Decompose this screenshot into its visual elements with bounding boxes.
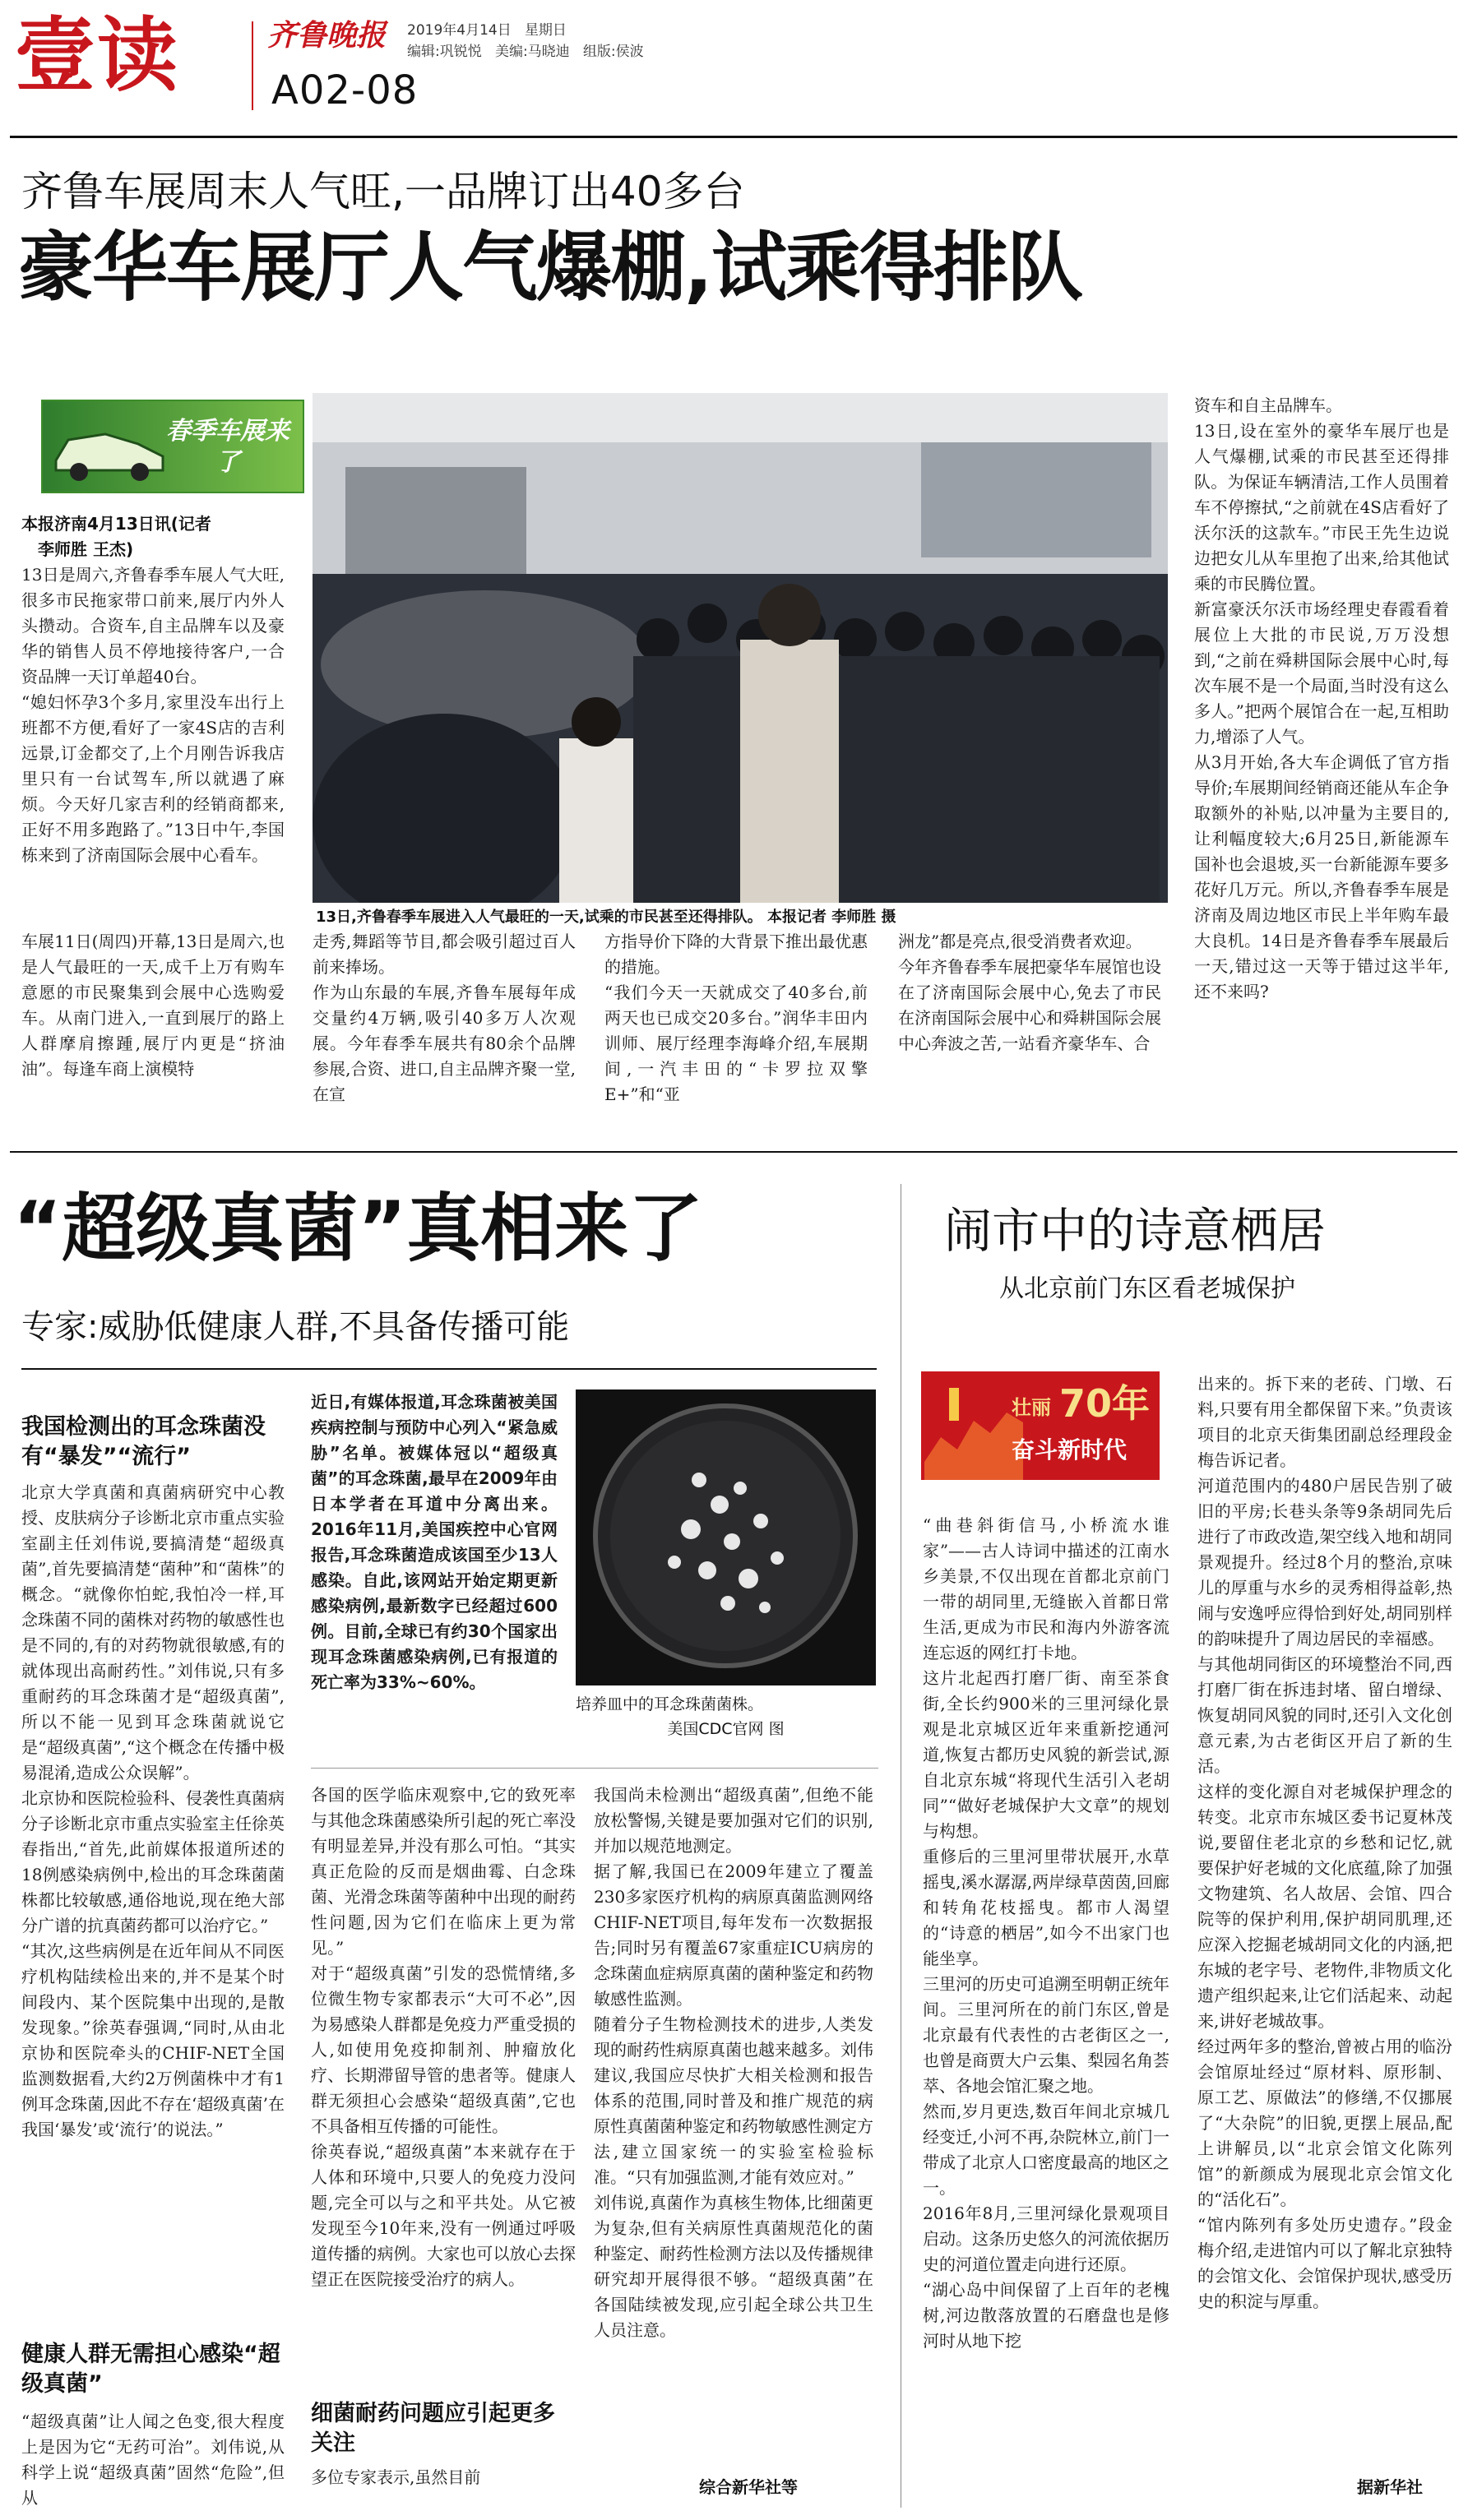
story2-intro-box: 近日,有媒体报道,耳念珠菌被美国疾病控制与预防中心列入“紧急威胁”名单。被媒体冠以“超级真菌”的耳念珠菌,最早在2009年由日本学者在耳道中分离出来。2016年11月,美国疾控中心官网报告,耳念珠菌造成该国至少13人感染。自此,该网站开始定期更新感染病例,最新数字已经超过600例。目前,全球已有约30个国家出现耳念珠菌感染病例,已有报道的死亡率为33%~60%。 [311,1392,558,1692]
story2-col2b: 多位专家表示,虽然目前 [311,2467,481,2487]
story1-dateline [21,511,285,562]
art-editor: 美编:马晓迪 [494,44,570,60]
date: 2019年4月14日 [407,22,512,39]
story1-photo-caption: 13日,齐鲁春季车展进入人气最旺的一天,试乘的市民甚至还得排队。 本报记者 李师胜 摄 [316,909,896,926]
badge-label: 春季车展来了 [166,417,289,477]
story3-credit: 据新华社 [1357,2477,1423,2497]
story1-col3: 方指导价下降的大背景下推出最优惠的措施。 “我们今天一天就成交了40多台,前两天也已成交20多台。”润华丰田内训师、展厅经理李海峰介绍,车展期间,一汽丰田的“卡罗拉双擎E+”和“亚 [604,932,868,1104]
story1-col2: 走秀,舞蹈等节目,都会吸引超过百人前来捧场。 作为山东最的车展,齐鲁车展每年成交量约4万辆,吸引40多万人次观展。今年春季车展共有80余个品牌参展,合资、进口,自主品牌齐聚一堂,在宣 [313,932,576,1104]
story1-col1: 13日是周六,齐鲁春季车展人气大旺,很多市民拖家带口前来,展厅内外人头攒动。合资车,自主品牌车以及豪华的销售人员不停地接待客户,一合资品牌一天订单超40台。 “媳妇怀孕3个多月,家里没车出行上班都不方便,看好了一家4S店的吉利远景,订金都交了,上个月刚告诉我店里只有一台试驾车,所以就遇了麻烦。今天好几家吉利的经销商都来,正好不用多跑路了。”13日中午,李国栋来到了济南国际会展中心看车。 [21,565,285,865]
weekday: 星期日 [524,22,567,39]
paper-logo: 齐鲁晚报 [267,18,387,53]
story1-kicker: 齐鲁车展周末人气旺,一品牌订出40多台 [21,168,745,215]
dateline-line2: 李师胜 王杰) [38,539,134,559]
story2-col2: 各国的医学临床观察中,它的致死率与其他念珠菌感染所引起的死亡率没有明显差异,并没有那么可怕。“其实真正危险的反而是烟曲霉、白念珠菌、光滑念珠菌等菌种中出现的耐药性问题,因为它们在临床上更为常见。” 对于“超级真菌”引发的恐慌情绪,多位微生物专家都表示“大可不必”,因为易感染人群都是免疫力严重受损的人,如使用免疫抑制剂、肿瘤放化疗、长期滞留导管的患者等。健康人群无须担心会感染“超级真菌”,它也不具备相互传播的可能性。 徐英春说,“超级真菌”本来就存在于人体和环境中,只要人的免疫力没问题,完全可以与之和平共处。从它被发现至今10年来,没有一例通过呼吸道传播的病例。大家也可以放心去探望正在医院接受治疗的病人。 [311,1785,576,2289]
banner-num: 70年 [1059,1381,1151,1426]
auto-show-photo [313,393,1168,903]
dateline-line1: 本报济南4月13日讯(记者 [21,514,211,534]
story2-rule [21,1368,877,1370]
story2-sub3: 细菌耐药问题应引起更多关注 [311,2401,555,2456]
petri-dish [576,1389,876,1685]
masthead-rule [10,136,1457,138]
editor: 编辑:巩锐悦 [407,44,482,60]
story2-col3: 我国尚未检测出“超级真菌”,但绝不能放松警惕,关键是要加强对它们的识别,并加以规范地测定。 据了解,我国已在2009年建立了覆盖230多家医疗机构的病原真菌监测网络CHIF-NET项目,每年发布一次数据报告;同时另有覆盖67家重症ICU病房的念珠菌血症病原真菌的菌种鉴定和药物敏感性监测。 随着分子生物检测技术的进步,人类发现的耐药性病原真菌也越来越多。刘伟建议,我国应尽快扩大相关检测和报告体系的范围,同时普及和推广规范的病原性真菌菌种鉴定和药物敏感性测定方法,建立国家统一的实验室检验标准。“只有加强监测,才能有效应对。” 刘伟说,真菌作为真核生物体,比细菌更为复杂,但有关病原性真菌规范化的菌种鉴定、耐药性检测方法以及传播规律研究却开展得很不够。“超级真菌”在各国陆续被发现,应引起全球公共卫生人员注意。 [594,1785,873,2340]
page-number: A02-08 [271,67,419,113]
anniversary-banner [921,1371,1160,1480]
car-icon [48,411,171,485]
story2-credit: 综合新华社等 [699,2477,798,2497]
story1-headline: 豪华车展厅人气爆棚,试乘得排队 [18,224,1081,312]
fungus-caption-1: 培养皿中的耳念珠菌菌株。 [576,1695,764,1713]
story2-sub2: 健康人群无需担心感染“超级真菌” [21,2342,280,2397]
fungus-caption-2: 美国CDC官网 图 [667,1720,785,1738]
story2-col1: 北京大学真菌和真菌病研究中心教授、皮肤病分子诊断北京市重点实验室副主任刘伟说,要搞清楚“超级真菌”,首先要搞清楚“菌种”和“菌株”的概念。“就像你怕蛇,我怕冷一样,耳念珠菌不同的菌株对药物的敏感性也是不同的,有的对药物就很敏感,有的就体现出高耐药性。”刘伟说,只有多重耐药的耳念珠菌才是“超级真菌”,所以不能一见到耳念珠菌就说它是“超级真菌”,“这个概念在传播中极易混淆,造成公众误解”。 北京协和医院检验科、侵袭性真菌病分子诊断北京市重点实验室主任徐英春指出,“首先,此前媒体报道所述的18例感染病例中,检出的耳念珠菌菌株都比较敏感,通俗地说,现在绝大部分广谱的抗真菌药都可以治疗它。” “其次,这些病例是在近年间从不同医疗机构陆续检出来的,并不是某个时间段内、某个医院集中出现的,是散发现象。”徐英春强调,“同时,从由北京协和医院牵头的CHIF-NET全国监测数据看,大约2万例菌株中才有1例耳念珠菌,因此不存在‘超级真菌’在我国‘暴发’或‘流行’的说法。” [21,1482,285,2139]
fungus-photo [576,1389,876,1685]
layout-editor: 组版:侯波 [582,44,644,60]
box-divider [311,1768,878,1769]
auto-show-badge [41,400,304,493]
great-wall-icon [924,1371,1023,1480]
crowd-scene [313,393,1168,903]
fungus-caption [576,1692,876,1741]
story2-sub1: 我国检测出的耳念珠菌没有“暴发”“流行” [21,1414,266,1469]
banner-top: 壮丽 [1012,1396,1051,1419]
story2-col1b: “超级真菌”让人闻之色变,很大程度上是因为它“无药可治”。刘伟说,从科学上说“超级真菌”固然“危险”,但从 [21,2411,285,2508]
banner-bottom: 奋斗新时代 [1012,1436,1128,1463]
story1-col4: 洲龙”都是亮点,很受消费者欢迎。 今年齐鲁春季车展把豪华车展馆也设在了济南国际会展中心,免去了市民在济南国际会展中心和舜耕国际会展中心奔波之苦,一站看齐豪华车、合 [898,932,1161,1053]
story3-col2: 出来的。拆下来的老砖、门墩、石料,只要有用全都保留下来。”负责该项目的北京天街集团副总经理段金梅告诉记者。 河道范围内的480户居民告别了破旧的平房;长巷头条等9条胡同先后进行了市政改造,架空线入地和胡同景观提升。经过8个月的整治,京味儿的厚重与水乡的灵秀相得益彰,热闹与安逸呼应得恰到好处,胡同别样的韵味提升了周边居民的幸福感。 与其他胡同街区的环境整治不同,西打磨厂街在拆违封堵、留白增绿、恢复胡同风貌的同时,还引入文化创意元素,为古老街区开启了新的生活。 这样的变化源自对老城保护理念的转变。北京市东城区委书记夏林茂说,要留住老北京的乡愁和记忆,就要保护好老城的文化底蕴,除了加强文物建筑、名人故居、会馆、四合院等的保护利用,保护胡同肌理,还应深入挖掘老城胡同文化的内涵,把东城的老字号、老物件,非物质文化遗产组织起来,让它们活起来、动起来,讲好老城故事。 经过两年多的整治,曾被占用的临汾会馆原址经过“原材料、原形制、原工艺、原做法”的修缮,不仅挪展了“大杂院”的旧貌,更摆上展品,配上讲解员,以“北京会馆文化陈列馆”的新颜成为展现北京会馆文化的“活化石”。 “馆内陈列有多处历史遗存。”段金梅介绍,走进馆内可以了解北京独特的会馆文化、会馆保护现状,感受历史的积淀与厚重。 [1197,1374,1452,2311]
story2-subhead: 专家:威胁低健康人群,不具备传播可能 [21,1308,570,1346]
section-title: 壹读 [15,9,180,103]
story2-headline: “超级真菌”真相来了 [13,1186,703,1272]
masthead-divider [252,21,253,110]
story3-subhead: 从北京前门东区看老城保护 [999,1274,1295,1303]
story1-col1b: 车展11日(周四)开幕,13日是周六,也是人气最旺的一天,成千上万有购车意愿的市民聚集到会展中心选购爱车。从南门进入,一直到展厅的路上人群摩肩擦踵,展厅内更是“挤油油”。每逢车商上演模特 [21,932,285,1079]
section-divider-1 [10,1151,1457,1153]
staff-line [407,43,644,61]
story3-headline: 闹市中的诗意栖居 [944,1203,1327,1259]
story1-col5: 资车和自主品牌车。 13日,设在室外的豪华车展厅也是人气爆棚,试乘的市民甚至还得排队。为保证车辆清洁,工作人员围着车不停擦拭,“之前就在4S店看好了沃尔沃的这款车。”市民王先生边说边把女儿从车里抱了出来,给其他试乘的市民腾位置。 新富豪沃尔沃市场经理史春霞看着展位上大批的市民说,万万没想到,“之前在舜耕国际会展中心时,每次车展不是一个局面,当时没有这么多人。”把两个展馆合在一起,互相助力,增添了人气。 从3月开始,各大车企调低了官方指导价;车展期间经销商还能从车企争取额外的补贴,以冲量为主要目的,让利幅度较大;6月25日,新能源车国补也会退坡,买一台新能源车要多花好几万元。所以,齐鲁春季车展是济南及周边地区市民上半年购车最大良机。14日是齐鲁春季车展最后一天,错过这一天等于错过这半年,还不来吗? [1194,395,1449,1001]
story3-col1: “曲巷斜街信马,小桥流水谁家”——古人诗词中描述的江南水乡美景,不仅出现在首都北京前门一带的胡同里,无缝嵌入首都日常生活,更成为市民和海内外游客流连忘返的网红打卡地。 这片北起西打磨厂街、南至茶食街,全长约900米的三里河绿化景观是北京城区近年来重新挖通河道,恢复古都历史风貌的新尝试,源自北京东城“将现代生活引入老胡同”“做好老城保护大文章”的规划与构想。 重修后的三里河里带状展开,水草摇曳,溪水潺潺,两岸绿草茵茵,回廊和转角花枝摇曳。都市人渴望的“诗意的栖居”,如今不出家门也能坐享。 三里河的历史可追溯至明朝正统年间。三里河所在的前门东区,曾是北京最有代表性的古老街区之一,也曾是商贾大户云集、梨园名角荟萃、各地会馆汇聚之地。 然而,岁月更迭,数百年间北京城几经变迁,小河不再,杂院林立,前门一带成了北京人口密度最高的地区之一。 2016年8月,三里河绿化景观项目启动。这条历史悠久的河流依据历史的河道位置走向进行还原。 “湖心岛中间保留了上百年的老槐树,河边散落放置的石磨盘也是修河时从地下挖 [923,1515,1169,2351]
issue-date [407,21,567,39]
